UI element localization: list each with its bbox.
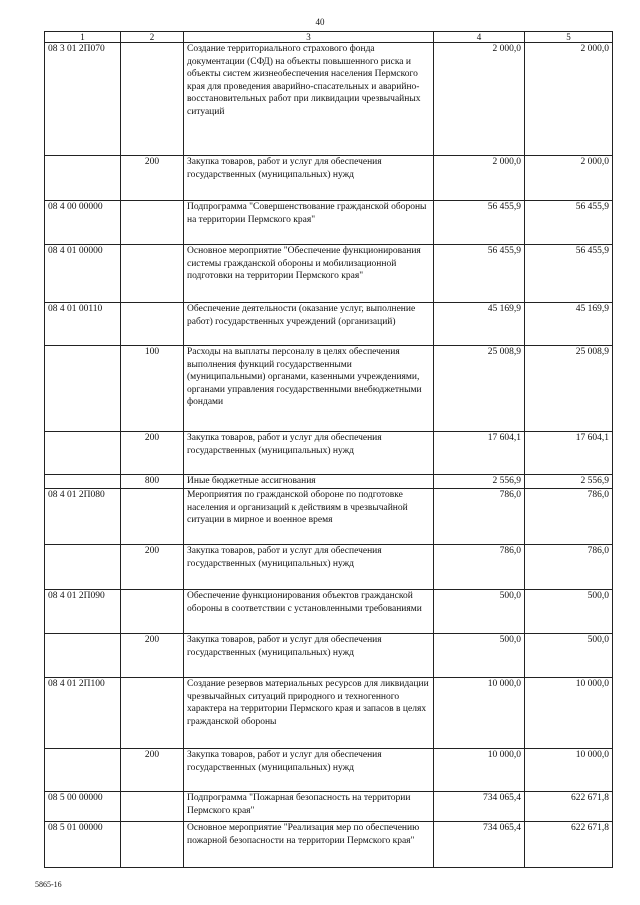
row-expense-type [121, 792, 184, 822]
row-amount-1: 10 000,0 [434, 749, 525, 792]
row-expense-type [121, 489, 184, 545]
table-body [45, 43, 613, 868]
row-code [45, 545, 121, 590]
row-expense-type: 200 [121, 634, 184, 678]
row-amount-1: 25 008,9 [434, 346, 525, 432]
row-expense-type [121, 678, 184, 749]
table-row [45, 346, 613, 432]
row-description: Обеспечение функционирования объектов гражданской обороны в соответствии с установленными требованиями [184, 590, 434, 634]
row-code [45, 432, 121, 475]
row-amount-1: 56 455,9 [434, 245, 525, 303]
row-code: 08 4 01 00110 [45, 303, 121, 346]
row-description: Иные бюджетные ассигнования [184, 475, 434, 489]
row-expense-type [121, 590, 184, 634]
row-description: Закупка товаров, работ и услуг для обеспечения государственных (муниципальных) нужд [184, 634, 434, 678]
table-row [45, 590, 613, 634]
table-row [45, 678, 613, 749]
table-row [45, 545, 613, 590]
row-amount-2: 2 556,9 [525, 475, 613, 489]
row-expense-type [121, 245, 184, 303]
table-row [45, 475, 613, 489]
row-amount-2: 622 671,8 [525, 792, 613, 822]
row-description: Закупка товаров, работ и услуг для обеспечения государственных (муниципальных) нужд [184, 545, 434, 590]
column-header: 4 [434, 32, 525, 43]
table-row [45, 156, 613, 201]
row-description: Подпрограмма "Пожарная безопасность на территории Пермского края" [184, 792, 434, 822]
page-number: 40 [315, 17, 325, 27]
row-code: 08 4 00 00000 [45, 201, 121, 245]
row-description: Создание территориального страхового фонда документации (СФД) на объекты повышенного риска и объекты систем жизнеобеспечения населения Пермского края для проведения аварийно-спасательных и аварийно-восстановительных работ при ликвидации чрезвычайных ситуаций [184, 43, 434, 156]
column-header: 3 [184, 32, 434, 43]
row-expense-type [121, 303, 184, 346]
row-expense-type [121, 43, 184, 156]
table-row [45, 634, 613, 678]
row-amount-2: 56 455,9 [525, 245, 613, 303]
row-description: Закупка товаров, работ и услуг для обеспечения государственных (муниципальных) нужд [184, 749, 434, 792]
row-code [45, 475, 121, 489]
row-code [45, 749, 121, 792]
row-code: 08 5 01 00000 [45, 822, 121, 868]
row-code: 08 4 01 2П100 [45, 678, 121, 749]
row-amount-2: 10 000,0 [525, 749, 613, 792]
row-code: 08 4 01 2П080 [45, 489, 121, 545]
row-amount-2: 2 000,0 [525, 156, 613, 201]
budget-table [44, 31, 613, 868]
row-code: 08 4 01 2П090 [45, 590, 121, 634]
row-description: Расходы на выплаты персоналу в целях обеспечения выполнения функций государственными (муниципальными) органами, казенными учреждениями, органами управления государственными внебюджетными фондами [184, 346, 434, 432]
row-description: Обеспечение деятельности (оказание услуг, выполнение работ) государственных учреждений (организаций) [184, 303, 434, 346]
row-amount-1: 2 000,0 [434, 43, 525, 156]
row-description: Закупка товаров, работ и услуг для обеспечения государственных (муниципальных) нужд [184, 432, 434, 475]
row-expense-type: 200 [121, 156, 184, 201]
table-row [45, 245, 613, 303]
row-code [45, 346, 121, 432]
table-row [45, 43, 613, 156]
table-row [45, 489, 613, 545]
row-description: Создание резервов материальных ресурсов для ликвидации чрезвычайных ситуаций природного и техногенного характера на территории Пермского края и запасов в целях гражданской обороны [184, 678, 434, 749]
row-description: Мероприятия по гражданской обороне по подготовке населения и организаций к действиям в чрезвычайной ситуации в мирное и военное время [184, 489, 434, 545]
row-amount-2: 500,0 [525, 634, 613, 678]
row-amount-1: 500,0 [434, 590, 525, 634]
row-amount-2: 786,0 [525, 545, 613, 590]
row-code [45, 634, 121, 678]
row-amount-2: 25 008,9 [525, 346, 613, 432]
row-description: Основное мероприятие "Обеспечение функционирования системы гражданской обороны и мобилизационной подготовки на территории Пермского края" [184, 245, 434, 303]
row-code: 08 4 01 00000 [45, 245, 121, 303]
column-header: 1 [45, 32, 121, 43]
table-row [45, 749, 613, 792]
row-amount-1: 2 000,0 [434, 156, 525, 201]
table-row [45, 822, 613, 868]
row-amount-2: 786,0 [525, 489, 613, 545]
row-amount-1: 786,0 [434, 489, 525, 545]
table-row [45, 792, 613, 822]
row-amount-1: 734 065,4 [434, 792, 525, 822]
table-row [45, 432, 613, 475]
row-code [45, 156, 121, 201]
footer-code: 5865-16 [35, 880, 62, 889]
table-row [45, 303, 613, 346]
column-number-row [45, 32, 613, 43]
row-amount-1: 734 065,4 [434, 822, 525, 868]
row-amount-1: 56 455,9 [434, 201, 525, 245]
row-amount-2: 500,0 [525, 590, 613, 634]
row-description: Подпрограмма "Совершенствование гражданской обороны на территории Пермского края" [184, 201, 434, 245]
table-row [45, 201, 613, 245]
row-amount-2: 2 000,0 [525, 43, 613, 156]
row-amount-2: 17 604,1 [525, 432, 613, 475]
row-amount-1: 2 556,9 [434, 475, 525, 489]
row-amount-2: 622 671,8 [525, 822, 613, 868]
row-expense-type: 200 [121, 432, 184, 475]
row-expense-type: 200 [121, 749, 184, 792]
row-amount-1: 10 000,0 [434, 678, 525, 749]
row-amount-2: 10 000,0 [525, 678, 613, 749]
row-expense-type [121, 822, 184, 868]
row-amount-1: 45 169,9 [434, 303, 525, 346]
column-header: 2 [121, 32, 184, 43]
row-description: Закупка товаров, работ и услуг для обеспечения государственных (муниципальных) нужд [184, 156, 434, 201]
row-code: 08 5 00 00000 [45, 792, 121, 822]
row-amount-2: 56 455,9 [525, 201, 613, 245]
row-expense-type: 100 [121, 346, 184, 432]
row-expense-type: 200 [121, 545, 184, 590]
row-expense-type [121, 201, 184, 245]
row-amount-2: 45 169,9 [525, 303, 613, 346]
row-amount-1: 500,0 [434, 634, 525, 678]
row-expense-type: 800 [121, 475, 184, 489]
row-description: Основное мероприятие "Реализация мер по обеспечению пожарной безопасности на территории Пермского края" [184, 822, 434, 868]
column-header: 5 [525, 32, 613, 43]
row-code: 08 3 01 2П070 [45, 43, 121, 156]
row-amount-1: 17 604,1 [434, 432, 525, 475]
row-amount-1: 786,0 [434, 545, 525, 590]
